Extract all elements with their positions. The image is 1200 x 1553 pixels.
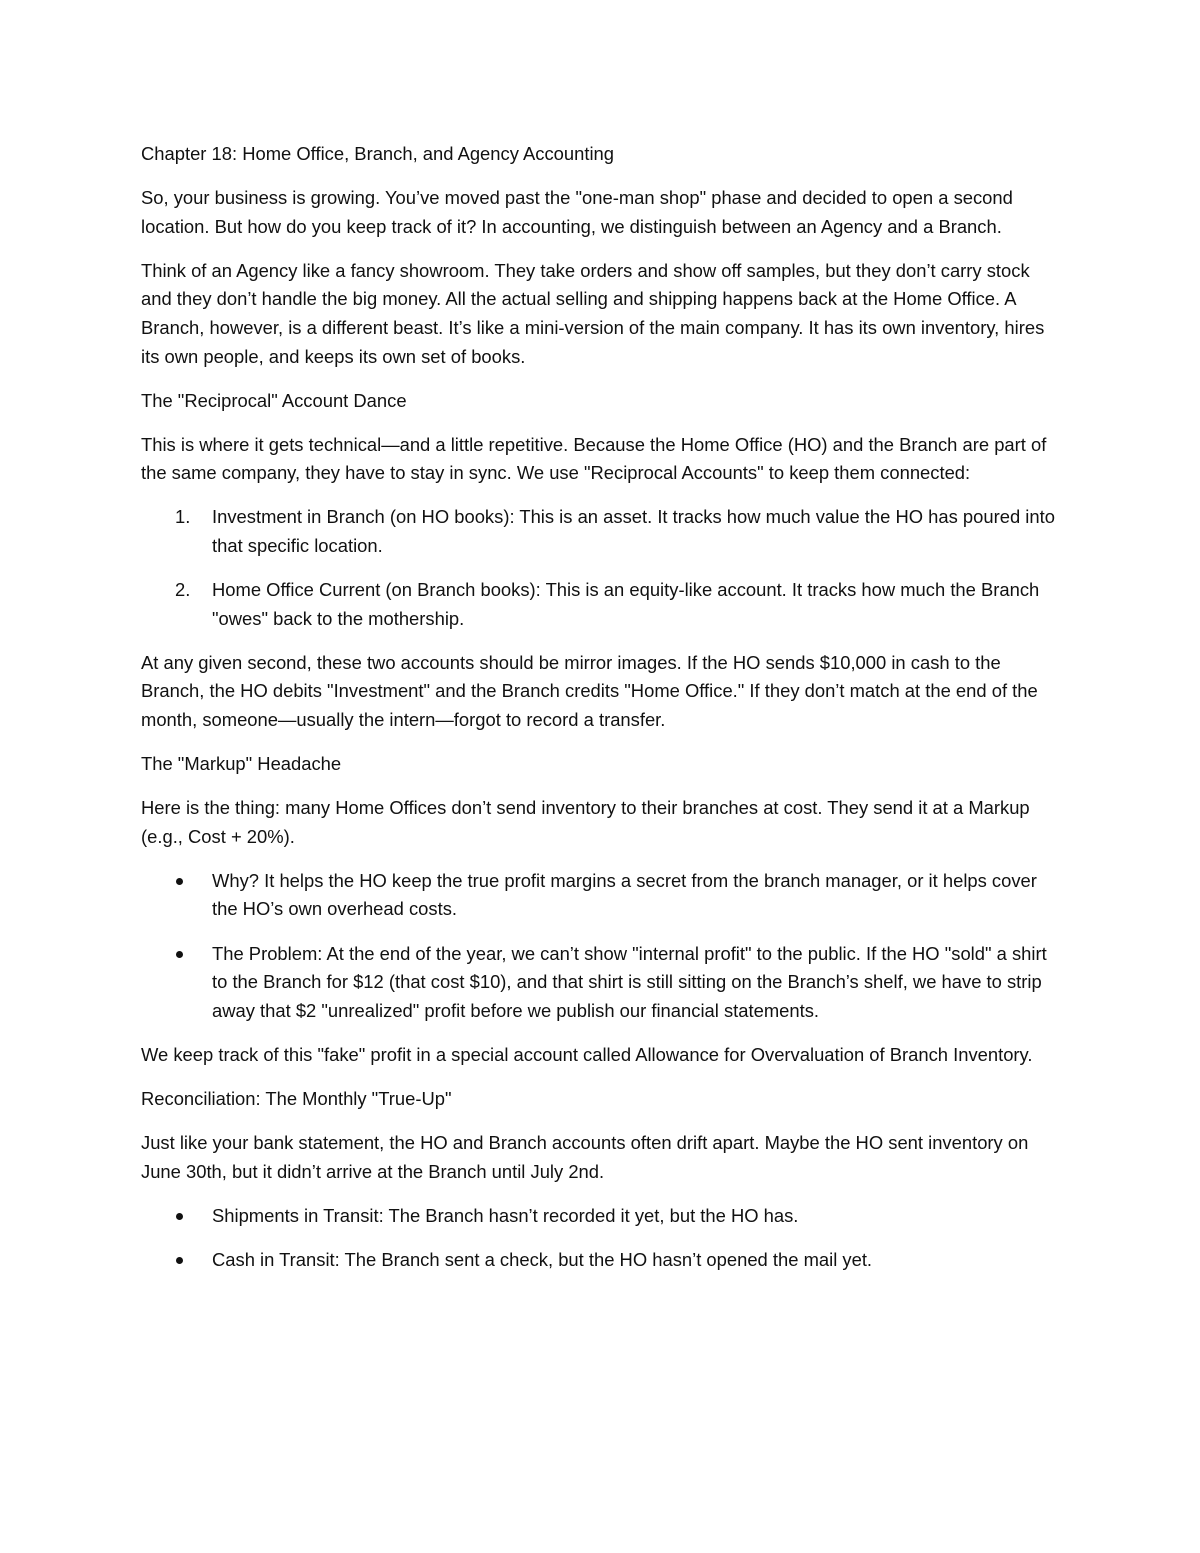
bullet-icon: [176, 1257, 183, 1264]
list-number: 2.: [175, 579, 191, 601]
list-item: [141, 1246, 1061, 1275]
markup-intro-paragraph: Here is the thing: many Home Offices don’t send inventory to their branches at cost. They send it at a Markup (e.g., Cost + 20%).: [141, 797, 1030, 847]
reciprocal-numbered-list: [141, 503, 1061, 633]
list-item-text: Investment in Branch (on HO books): This is an asset. It tracks how much value the HO has poured into that specific location.: [212, 506, 1055, 557]
reconciliation-bullet-list: [141, 1202, 1061, 1275]
reciprocal-closing-paragraph: At any given second, these two accounts should be mirror images. If the HO sends $10,000 in cash to the Branch, the HO debits "Investment" and the Branch credits "Home Office." If they don’t match at the end of the month, someone—usually the intern—forgot to record a transfer.: [141, 651, 1038, 730]
document-page: [141, 140, 1061, 1290]
list-item-text: Shipments in Transit: The Branch hasn’t recorded it yet, but the HO has.: [212, 1204, 799, 1226]
document-title: Chapter 18: Home Office, Branch, and Agency Accounting: [141, 143, 614, 164]
list-item-text: Why? It helps the HO keep the true profit margins a secret from the branch manager, or it helps cover the HO’s own overhead costs.: [212, 869, 1037, 920]
list-item: [141, 1202, 1061, 1231]
agency-paragraph: Think of an Agency like a fancy showroom. They take orders and show off samples, but they don’t carry stock and they don’t handle the big money. All the actual selling and shipping happens back at the Home Office. A Branch, however, is a different beast. It’s like a mini-version of the main company. It has its own inventory, hires its own people, and keeps its own set of books.: [141, 259, 1045, 367]
section-heading-reconciliation: Reconciliation: The Monthly "True-Up": [141, 1087, 452, 1109]
bullet-icon: [176, 878, 183, 885]
list-item-text: Home Office Current (on Branch books): This is an equity-like account. It tracks how much the Branch "owes" back to the mothership.: [212, 579, 1040, 629]
list-item: [141, 503, 1061, 560]
list-item-text: The Problem: At the end of the year, we can’t show "internal profit" to the public. If the HO "sold" a shirt to the Branch for $12 (that cost $10), and that shirt is still sitting on the Branch’s shelf, we have to strip away that $2 "unrealized" profit before we publish our financial statements.: [212, 942, 1047, 1021]
section-heading-reciprocal: The "Reciprocal" Account Dance: [141, 389, 407, 411]
list-item: [141, 940, 1061, 1026]
reconciliation-intro-paragraph: Just like your bank statement, the HO and Branch accounts often drift apart. Maybe the HO sent inventory on June 30th, but it didn’t arrive at the Branch until July 2nd.: [141, 1132, 1029, 1182]
list-item: [141, 576, 1061, 633]
list-number: 1.: [175, 506, 191, 528]
markup-bullet-list: [141, 867, 1061, 1025]
markup-closing-paragraph: We keep track of this "fake" profit in a special account called Allowance for Overvaluation of Branch Inventory.: [141, 1043, 1033, 1065]
reciprocal-intro-paragraph: This is where it gets technical—and a little repetitive. Because the Home Office (HO) and the Branch are part of the same company, they have to stay in sync. We use "Reciprocal Accounts" to keep them connected:: [141, 433, 1047, 484]
list-item: [141, 867, 1061, 924]
section-heading-markup: The "Markup" Headache: [141, 753, 342, 775]
bullet-icon: [176, 951, 183, 958]
bullet-icon: [176, 1213, 183, 1220]
list-item-text: Cash in Transit: The Branch sent a check, but the HO hasn’t opened the mail yet.: [212, 1248, 873, 1270]
intro-paragraph: So, your business is growing. You’ve moved past the "one-man shop" phase and decided to open a second location. But how do you keep track of it? In accounting, we distinguish between an Agency and a Branch.: [141, 187, 1013, 237]
